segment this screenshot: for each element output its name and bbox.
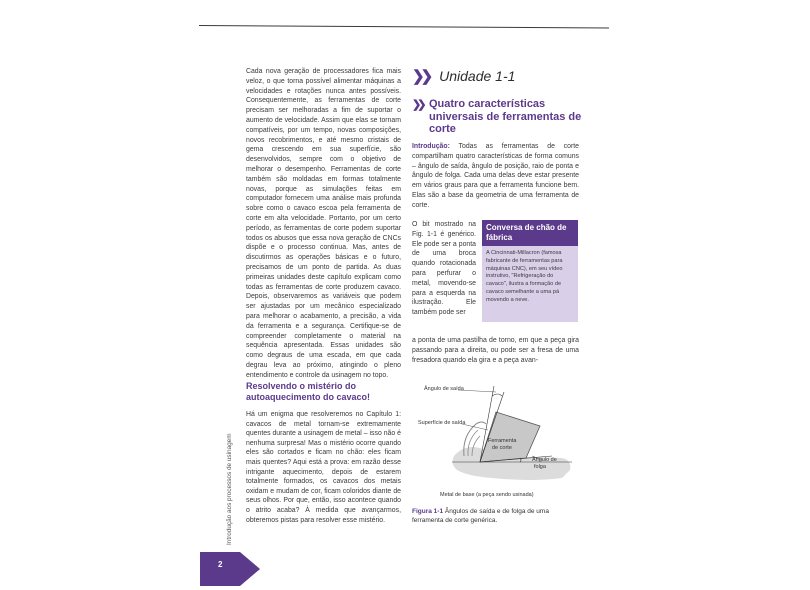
intro-text: Todas as ferramentas de corte compartilham quatro características de forma comuns – ângulo de saída, ângulo de posição, raio de ponta e ângulo de folga. Cada uma delas deve estar presente em vários graus para que a ferramenta funcione bem. Elas são a base da geometria de uma ferramenta de corte.: [412, 143, 579, 209]
book-title-vertical: Introdução aos processos de usinagem: [226, 433, 233, 545]
page-badge-shape: [200, 552, 260, 586]
figure-1-1: [412, 378, 582, 498]
figure-caption: [412, 507, 577, 525]
intro-paragraph: Cada nova geração de processadores fica mais veloz, o que torna possível alimentar máquinas a velocidades e rotações nunca antes possíveis. Consequentemente, as ferramentas de corte precisam ser melhoradas a fim de suportar o aumento de velocidade. Assim que elas se tornam compatíveis, por um tempo, novas composições, novos recobrimentos, e até mesmo cristais de gema crescendo em sua superfície, são desenvolvidos, sempre com o objetivo de melhorar o desempenho. Ferramentas de corte também são moldadas em formas totalmente novas, porque as simulações feitas em computador fornecem uma análise mais profunda sobre como o cavaco escoa pela ferramenta de corte em alta velocidade. Portanto, por um certo período, as ferramentas de corte podem suportar todos os abusos que essa nova geração de CNCs dispõe e o processo continua. Mas, antes de discutirmos as operações básicas e o futuro, precisamos de um ponto de partida. As duas primeiras unidades deste capítulo explicam como todas as ferramentas de corte produzem cavaco. Depois, observaremos as variáveis que podem ser ajustadas por um mecânico especializado para melhorar o acabamento, a precisão, a vida da ferramenta e a segurança. Certifique-se de compreender completamente o material na sequência apresentada. Essas unidades são como degraus de uma escada, em que cada degrau leva ao próximo, atingindo o pleno entendimento e controle da usinagem no topo.: [246, 68, 401, 379]
section-title-line2: autoaquecimento do cavaco!: [246, 392, 371, 402]
header-rule: [199, 25, 609, 29]
label-clearance-line2: folga: [534, 464, 546, 470]
rake-angle-arc: [492, 394, 502, 396]
shop-talk-box: [482, 220, 578, 322]
intro-label: Introdução:: [412, 143, 450, 150]
section-title: Quatro características universais de ferramentas de corte: [429, 98, 582, 135]
figure-caption-label: Figura 1-1: [412, 508, 444, 515]
figure-caption-text: Ângulos de saída e de folga de uma ferramenta de corte genérica.: [412, 508, 549, 524]
label-clearance-line1: Ângulo de: [532, 457, 557, 463]
label-tool-line2: de corte: [492, 445, 512, 451]
bit-paragraph-continued: a ponta de uma pastilha de torno, em que a peça gira passando para a direita, ou pode ser a fresa de uma fresadora quando ela gira e a peça avan-: [412, 337, 579, 364]
double-chevron-icon: ❯❯: [412, 99, 423, 111]
unit-title: Unidade 1-1: [439, 68, 516, 84]
label-base-metal: Metal de base (a peça sendo usinada): [440, 492, 534, 498]
shop-talk-body: A Cincinnati-Millacron (famosa fabricante de ferramentas para máquinas CNC), em seu vídeo instrutivo, "Refrigeração do cavaco", ilustra a formação de cavaco semelhante a uma pá movendo a neve.: [486, 250, 563, 303]
shop-talk-title: Conversa de chão de fábrica: [482, 220, 578, 246]
page-number-badge: [200, 552, 260, 586]
label-rake-surface: Superfície de saída: [418, 420, 466, 426]
label-rake-angle: Ângulo de saída: [424, 386, 464, 392]
mystery-column: [246, 410, 401, 525]
intro-paragraph-right: [412, 142, 579, 211]
page-number: 2: [218, 560, 223, 569]
cutting-tool-shape: [480, 412, 540, 462]
bit-paragraph-start: O bit mostrado na Fig. 1-1 é genérico. Ele pode ser a ponta de uma broca quando rotacionada para perfurar o metal, movendo-se para a esquerda na ilustração. Ele também pode ser: [412, 221, 476, 317]
left-column: [246, 67, 401, 381]
mystery-paragraph: Há um enigma que resolveremos no Capítulo 1: cavacos de metal tornam-se extremamente quentes durante a usinagem de metal – isso não é nenhuma surpresa! Mas o mistério ocorre quando eles são cortados e ficam no chão: eles ficam mais quentes? Aqui está a prova: em razão desse intrigante aquecimento, depois de estarem totalmente formados, os cavacos dos metais oxidam e mudam de cor, ficam coloridos diante de seus olhos. Por que, então, isso acontece quando o atrito acaba? À medida que avançarmos, obteremos pistas para resolver esse mistério.: [246, 411, 401, 524]
unit-heading: [412, 67, 515, 85]
label-tool-line1: Ferramenta: [488, 438, 517, 444]
section-title-mystery: [246, 381, 406, 403]
double-chevron-icon: ❯❯: [412, 68, 430, 85]
section-title-line1: Resolvendo o mistério do: [246, 381, 357, 391]
